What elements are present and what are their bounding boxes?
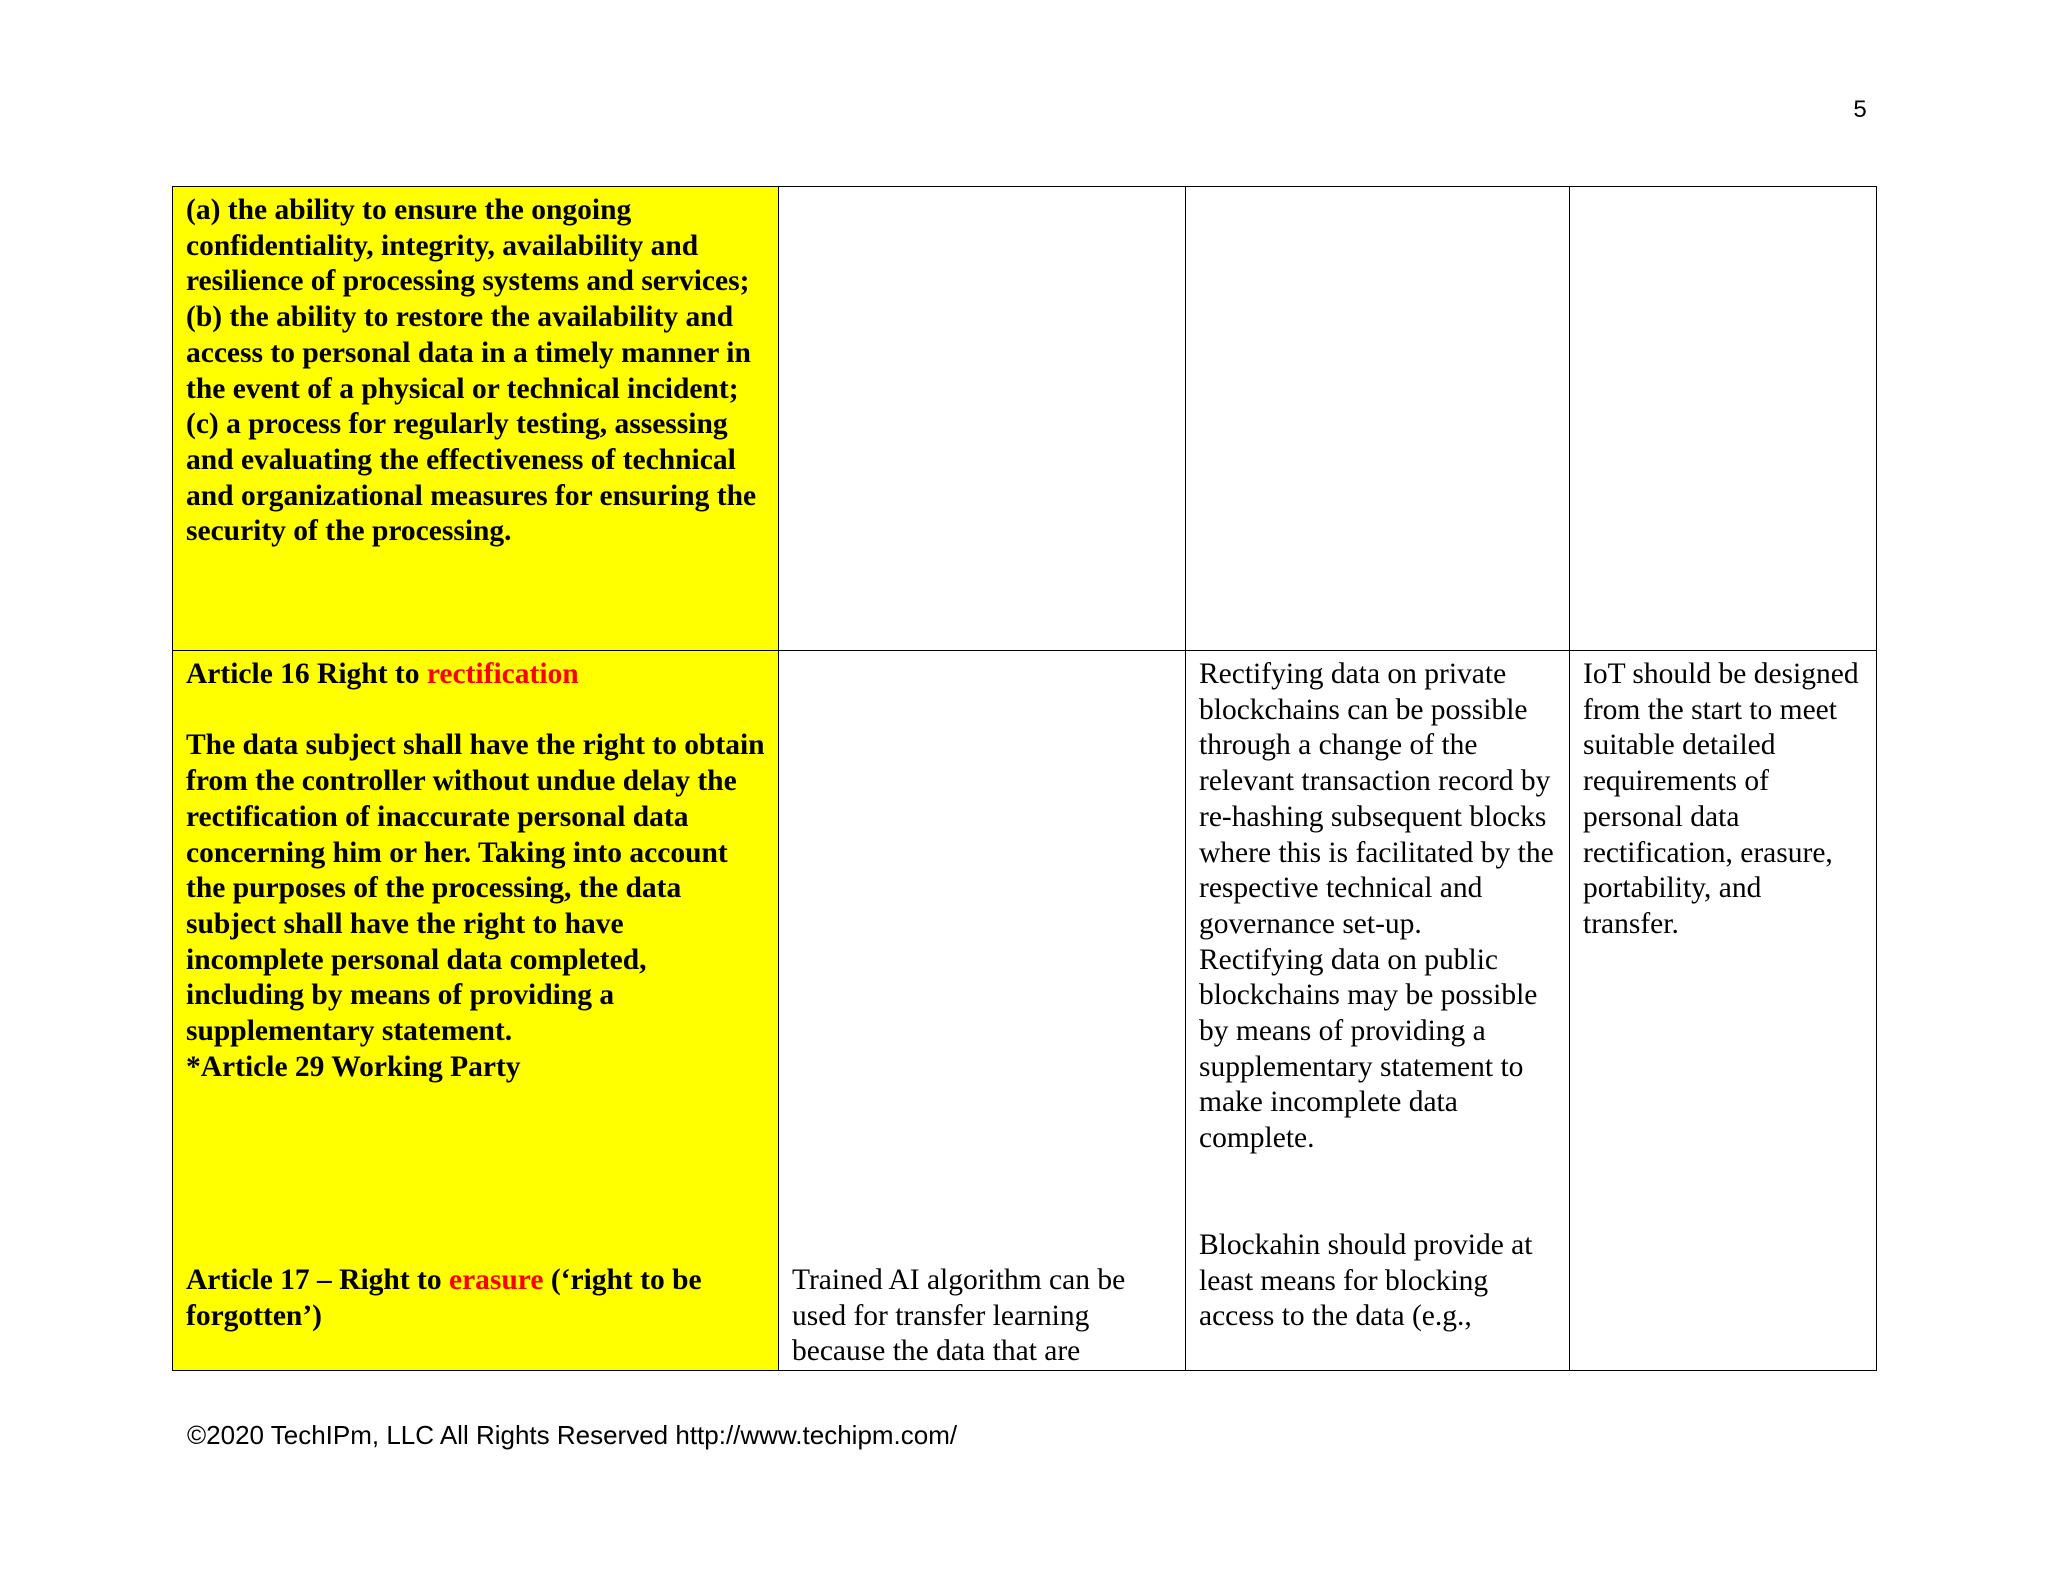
table-row: [173, 187, 1877, 651]
iot-cell: [1570, 651, 1877, 1371]
article-16-body: The data subject shall have the right to obtain from the controller without undue delay the rectification of inaccurate personal data concerning him or her. Taking into account the purposes of the processing, the data subject shall have the right to have incomplete personal data completed, including by means of providing a supplementary statement.: [186, 729, 765, 1048]
rectification-keyword: rectification: [426, 658, 579, 690]
erasure-keyword: erasure: [448, 1264, 544, 1297]
table-row: [173, 651, 1877, 1371]
iot-cell: [1570, 187, 1877, 651]
security-clause-a: (a) the ability to ensure the ongoing confidentiality, integrity, availability and resilience of processing systems and services;: [186, 194, 750, 298]
security-clause-b: (b) the ability to restore the availability and access to personal data in a timely manner in the event of a physical or technical incident;: [186, 301, 751, 405]
gdpr-comparison-table: [172, 186, 1877, 1371]
spacer: [792, 657, 1173, 1263]
gdpr-article-cell: [173, 187, 779, 651]
article-17-heading-suffix: (‘right to be forgotten’): [186, 1264, 702, 1333]
ai-cell: [779, 651, 1186, 1371]
page-number: 5: [1853, 96, 1867, 123]
blockchain-rectification-private: Rectifying data on private blockchains can be possible through a change of the relevant transaction record by re-hashing subsequent blocks where this is facilitated by the respective technical and governance set-up.: [1199, 658, 1554, 940]
blockchain-cell: [1186, 651, 1570, 1371]
article-16-heading: [186, 657, 766, 693]
blockchain-rectification-public: Rectifying data on public blockchains may be possible by means of providing a supplementary statement to make incomplete data complete.: [1199, 943, 1538, 1155]
blockchain-cell: [1186, 187, 1570, 651]
gdpr-article-cell: [173, 651, 779, 1371]
ai-cell: [779, 187, 1186, 651]
spacer: [1199, 1157, 1557, 1228]
blockchain-erasure-text: Blockahin should provide at least means for blocking access to the data (e.g.,: [1199, 1228, 1533, 1333]
spacer: [186, 693, 766, 729]
article-16-heading-text: Article 16 Right to: [186, 658, 427, 690]
ai-erasure-text: Trained AI algorithm can be used for transfer learning because the data that are: [792, 1264, 1126, 1368]
copyright-footer: ©2020 TechIPm, LLC All Rights Reserved http://www.techipm.com/: [187, 1420, 958, 1450]
spacer: [186, 1085, 766, 1263]
security-clause-c: (c) a process for regularly testing, assessing and evaluating the effectiveness of technical and organizational measures for ensuring the security of the processing.: [186, 408, 757, 548]
article-17-heading-text: Article 17 – Right to: [186, 1264, 449, 1297]
iot-rectification-text: IoT should be designed from the start to meet suitable detailed requirements of personal data rectification, erasure, portability, and transfer.: [1583, 658, 1859, 940]
article-17-heading: [186, 1263, 766, 1334]
article-29-note: *Article 29 Working Party: [186, 1050, 521, 1083]
